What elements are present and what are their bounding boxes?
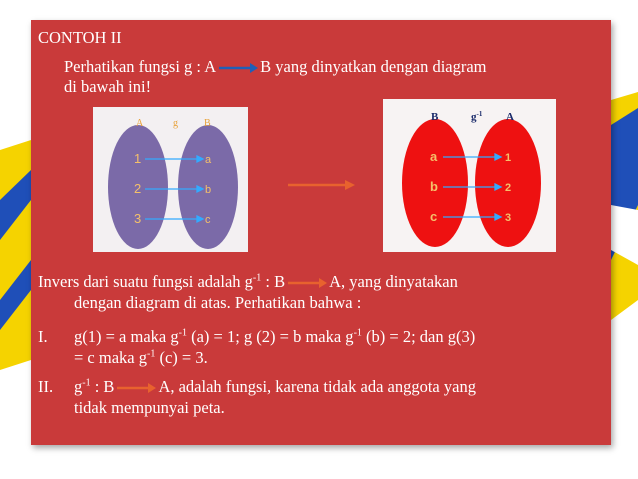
mapping-ginv-label: $g^{-1}$ [471, 110, 483, 123]
diagram-function-g [93, 107, 248, 252]
set-b-label: B [204, 118, 211, 129]
inverse-item-1: 1 [505, 152, 512, 164]
diagram-inverse-g [383, 99, 556, 252]
set-b-label-inverse: B [431, 111, 439, 123]
diagram-ginv-svg [383, 99, 556, 252]
point-2-line-1: $g^{-1}$ : B A, adalah fungsi, karena tidak ada anggota yang [74, 377, 476, 396]
inverse-item-c: c [430, 209, 438, 224]
arrow-icon [287, 277, 327, 289]
point-2-number: II. [38, 377, 54, 396]
inverse-item-b: b [430, 179, 438, 194]
set-b-item-a: a [205, 154, 212, 166]
slide-title: CONTOH II [38, 28, 122, 47]
arrow-icon [116, 382, 156, 394]
inverse-item-3: 3 [505, 212, 512, 224]
point-1-line-2: = c maka $g^{-1}$ (c) = 3. [74, 348, 208, 367]
transform-arrow-icon [287, 178, 357, 192]
intro-line-1 [64, 57, 487, 77]
left-deco-shape [0, 140, 31, 370]
point-2-line-2: tidak mempunyai peta. [74, 398, 225, 417]
set-b-item-b: b [205, 184, 212, 196]
set-a-item-1: 1 [134, 151, 142, 166]
intro-line-2: di bawah ini! [64, 77, 152, 96]
diagram-g-svg [93, 107, 248, 252]
set-a-label-inverse: A [506, 111, 514, 123]
point-1-line-1: g(1) = a maka $g^{-1}$ (a) = 1; g (2) = b maka $g^{-1}$ (b) = 2; dan g(3) [74, 327, 476, 346]
right-deco-shape [611, 92, 638, 320]
arrow-icon [218, 62, 258, 74]
intro-text-1: Perhatikan fungsi g : A [64, 57, 217, 76]
inverse-item-a: a [430, 149, 438, 164]
intro-text-2: B yang dinyatkan dengan diagram [260, 57, 487, 76]
point-1-number: I. [38, 327, 48, 346]
set-a-item-3: 3 [134, 211, 142, 226]
inverse-item-2: 2 [505, 182, 512, 194]
set-a-item-2: 2 [134, 181, 142, 196]
set-a-label: A [136, 118, 144, 129]
mapping-g-label: g [173, 118, 178, 129]
set-b-item-c: c [205, 214, 211, 226]
inverse-line-2: dengan diagram di atas. Perhatikan bahwa : [74, 293, 362, 312]
inverse-line-1: Invers dari suatu fungsi adalah $g^{-1}$ : B A, yang dinyatakan [38, 272, 458, 291]
